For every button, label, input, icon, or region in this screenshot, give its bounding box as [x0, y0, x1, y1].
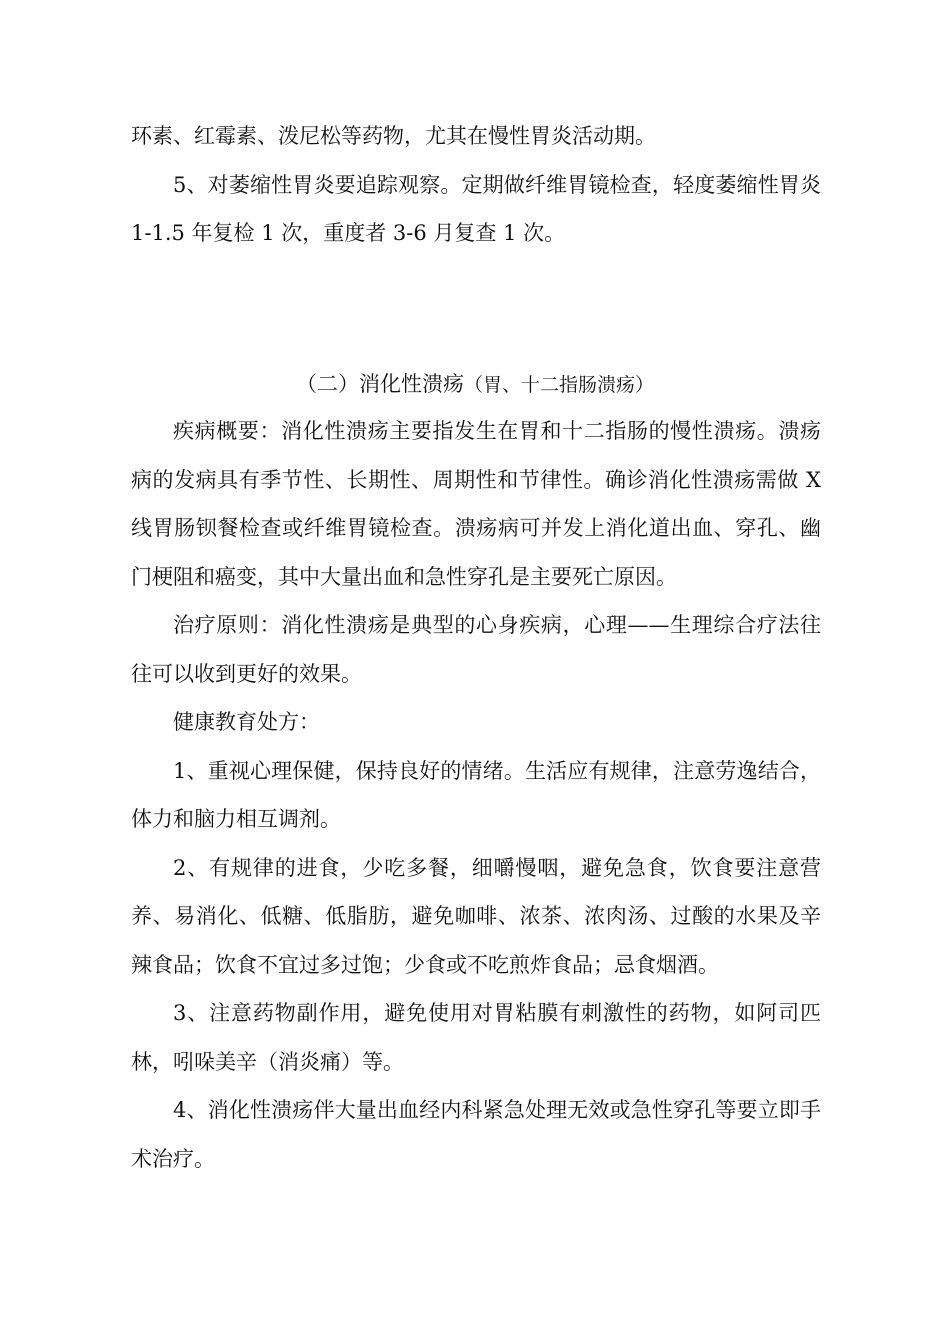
list-item-4: 4、消化性溃疡伴大量出血经内科紧急处理无效或急性穿孔等要立即手术治疗。: [131, 1098, 821, 1171]
paragraph-treatment-principle: 治疗原则：消化性溃疡是典型的心身疾病，心理——生理综合疗法往往可以收到更好的效果。: [131, 613, 821, 686]
section-heading: [0, 360, 950, 409]
list-item-1: 1、重视心理保健，保持良好的情绪。生活应有规律，注意劳逸结合，体力和脑力相互调剂。: [131, 758, 821, 831]
list-item-2: 2、有规律的进食，少吃多餐，细嚼慢咽，避免急食，饮食要注意营养、易消化、低糖、低脂肪，避免咖啡、浓茶、浓肉汤、过酸的水果及辛辣食品；饮食不宜过多过饱；少食或不吃煎炸食品；忌食烟酒。: [131, 855, 821, 977]
section-heading-main: （二）消化性溃疡: [295, 372, 464, 396]
paragraph-continuation: 环素、红霉素、泼尼松等药物，尤其在慢性胃炎活动期。: [131, 124, 656, 148]
paragraph-prescription-title: 健康教育处方：: [173, 710, 320, 734]
paragraph-disease-overview: 疾病概要：消化性溃疡主要指发生在胃和十二指肠的慢性溃疡。溃疡病的发病具有季节性、长期性、周期性和节律性。确诊消化性溃疡需做 X 线胃肠钡餐检查或纤维胃镜检查。溃疡病可并发上消化道出血、穿孔、幽门梗阻和癌变，其中大量出血和急性穿孔是主要死亡原因。: [131, 419, 821, 589]
main-text-block: [131, 407, 821, 1183]
list-item-3: 3、注意药物副作用，避免使用对胃粘膜有刺激性的药物，如阿司匹林，吲哚美辛（消炎痛）等。: [131, 1001, 821, 1074]
section-heading-sub: （胃、十二指肠溃疡）: [463, 374, 654, 396]
top-text-block: [131, 112, 821, 258]
paragraph-item-5: 5、对萎缩性胃炎要追踪观察。定期做纤维胃镜检查，轻度萎缩性胃炎 1-1.5 年复检 1 次，重度者 3-6 月复查 1 次。: [131, 172, 821, 245]
